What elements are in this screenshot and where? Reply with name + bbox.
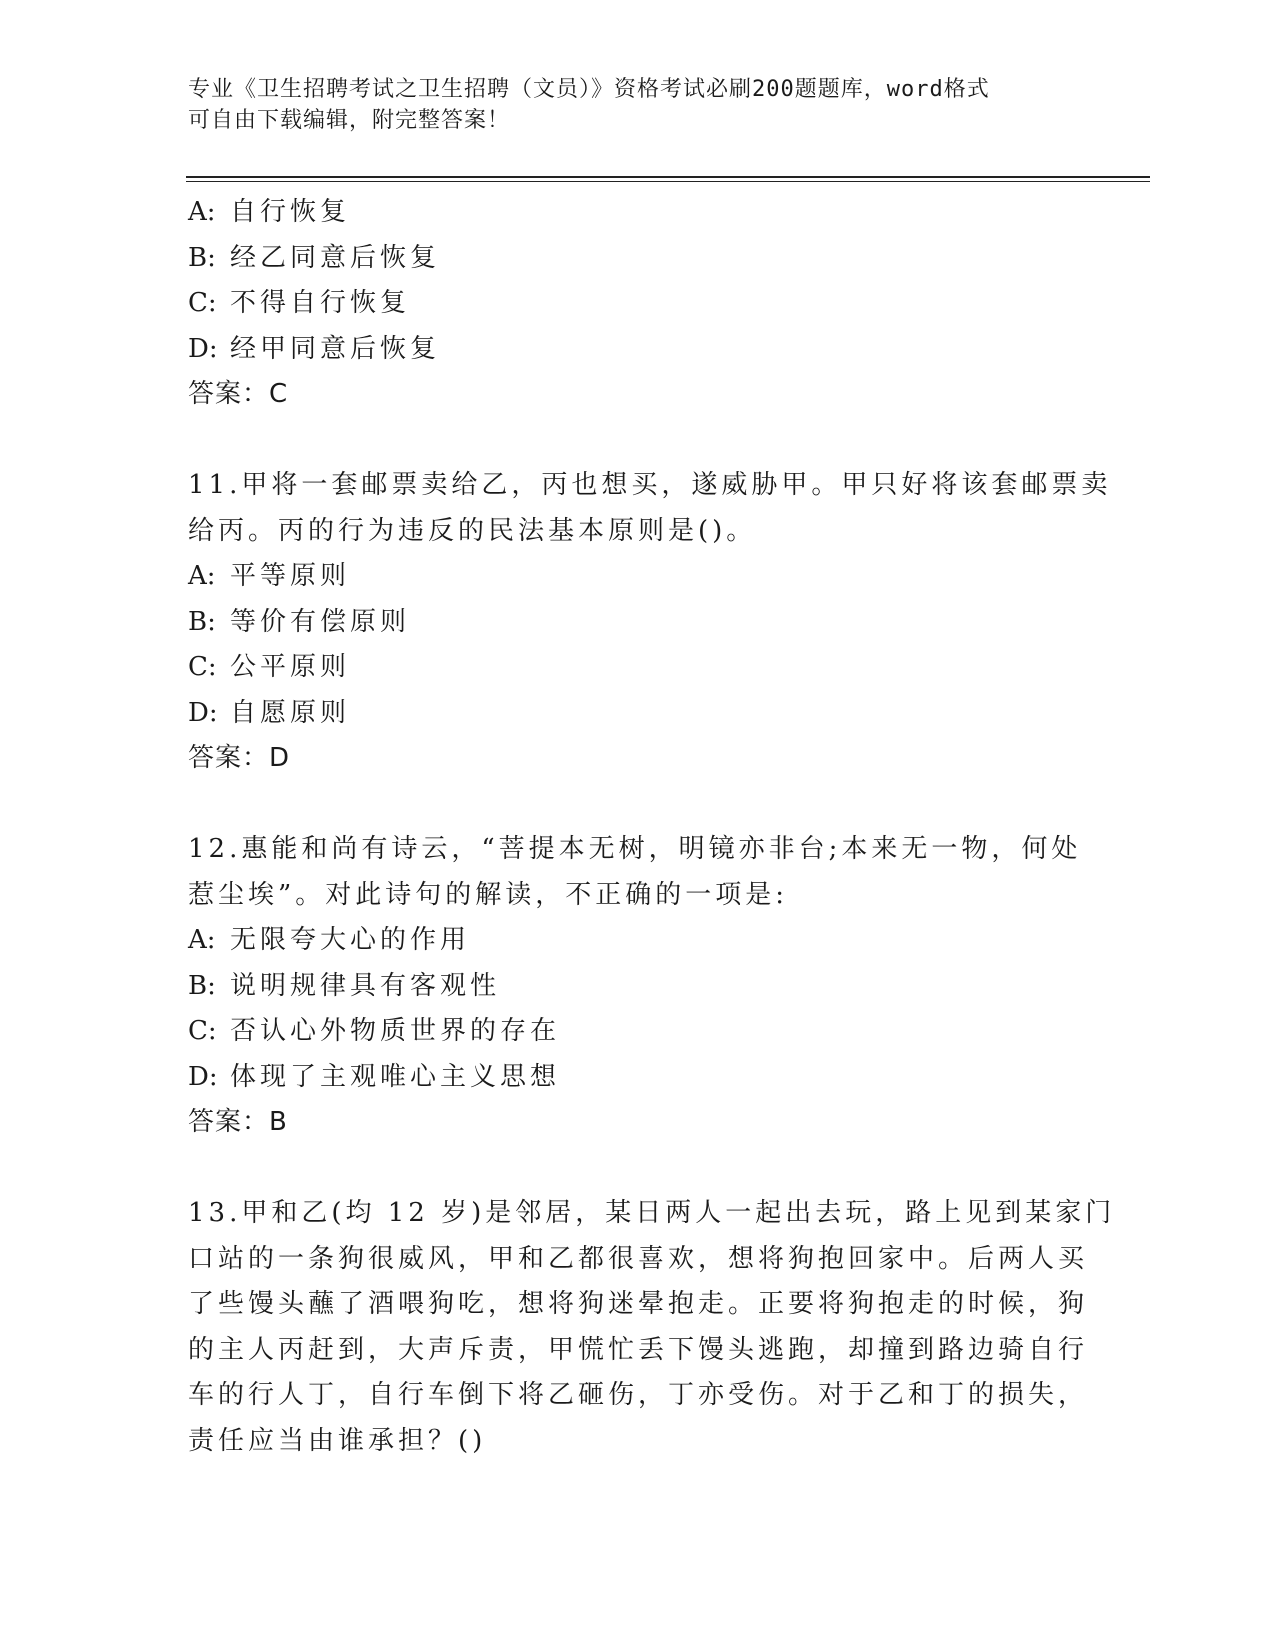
question-stem-line: 的主人丙赶到，大声斥责，甲慌忙丢下馒头逃跑，却撞到路边骑自行 [188,1334,1089,1365]
question-10-options [188,190,1088,372]
option-a: A: 平等原则 [188,561,351,591]
option-b: B: 经乙同意后恢复 [188,242,441,273]
option-b: B: 等价有偿原则 [188,606,411,637]
question-11 [188,463,1112,782]
header-rule-thin [186,181,1150,182]
option-a: A: 自行恢复 [188,197,351,227]
question-stem-line: 车的行人丁，自行车倒下将乙砸伤，丁亦受伤。对于乙和丁的损失， [188,1380,1089,1410]
question-stem-line: 了些馒头蘸了酒喂狗吃，想将狗迷晕抱走。正要将狗抱走的时候，狗 [188,1289,1089,1319]
question-13 [188,1191,1116,1464]
option-b: B: 说明规律具有客观性 [188,970,501,1001]
question-stem-line: 惹尘埃”。对此诗句的解读，不正确的一项是: [188,879,789,910]
question-stem-line: 12.惠能和尚有诗云，“菩提本无树，明镜亦非台;本来无一物，何处 [188,834,1082,864]
answer-q12: 答案：B [188,1107,288,1137]
question-stem-line: 11.甲将一套邮票卖给乙，丙也想买，遂威胁甲。甲只好将该套邮票卖 [188,470,1112,500]
question-stem-line: 13.甲和乙(均 12 岁)是邻居，某日两人一起出去玩，路上见到某家门 [188,1198,1116,1228]
option-c: C: 否认心外物质世界的存在 [188,1016,561,1046]
option-d: D: 体现了主观唯心主义思想 [188,1061,561,1092]
header-line-2: 可自由下载编辑，附完整答案！ [188,108,511,133]
question-stem-line: 口站的一条狗很威风，甲和乙都很喜欢，想将狗抱回家中。后两人买 [188,1243,1089,1274]
header-line-1: 专业《卫生招聘考试之卫生招聘（文员）》资格考试必刷200题题库，word格式 [188,77,990,102]
header-rule [186,176,1150,178]
document-header [188,74,1068,136]
question-stem-line: 责任应当由谁承担？() [188,1425,487,1456]
question-12 [188,827,1088,1146]
question-stem-line: 给丙。丙的行为违反的民法基本原则是()。 [188,515,757,546]
option-a: A: 无限夸大心的作用 [188,925,471,955]
answer-q11: 答案：D [188,743,291,773]
option-d: D: 经甲同意后恢复 [188,333,441,364]
answer-q10: 答案：C [188,379,289,409]
option-c: C: 不得自行恢复 [188,288,411,318]
option-d: D: 自愿原则 [188,697,351,728]
question-content [188,190,1116,1464]
option-c: C: 公平原则 [188,652,351,682]
